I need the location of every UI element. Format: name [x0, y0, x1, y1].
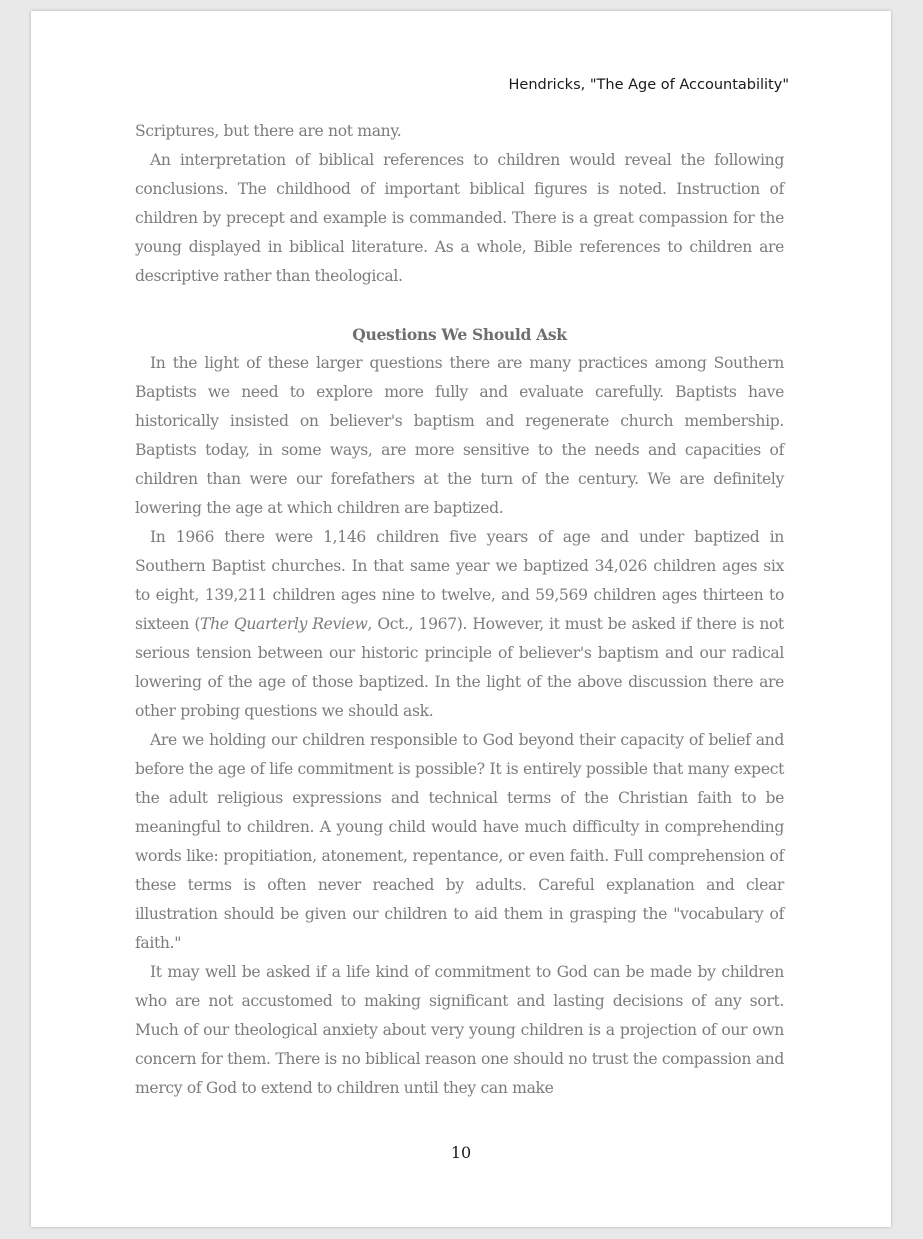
paragraph-practices: In the light of these larger questions there are many practices among Southern Baptists we need to explore more fully and evaluate carefully. Baptists have historically insisted on believer's baptism and regenerate church membership. Baptists today, in some ways, are more sensitive to the needs and capacities of children than were our forefathers at the turn of the century. We are definitely lowering the age at which children are baptized.: [135, 354, 784, 517]
paragraph-responsibility: Are we holding our children responsible to God beyond their capacity of belief and before the age of life commitment is possible? It is entirely possible that many expect the adult religious expressions and technical terms of the Christian faith to be meaningful to children. A young child would have much difficulty in comprehending words like: propitiation, atonement, repentance, or even faith. Full comprehension of these terms is often never reached by adults. Careful explanation and clear illustration should be given our children to aid them in grasping the "vocabulary of faith.": [135, 731, 784, 952]
paragraph-interpretation: An interpretation of biblical references to children would reveal the following conclusions. The childhood of important biblical figures is noted. Instruction of children by precept and example is commanded. There is a great compassion for the young displayed in biblical literature. As a whole, Bible references to children are descriptive rather than theological.: [135, 151, 784, 285]
running-header: Hendricks, "The Age of Accountability": [508, 77, 789, 93]
citation-title: The Quarterly Review: [200, 615, 368, 633]
statistics-text-start: In 1966 there were 1,146 children five years of age and under baptized in Southern Baptist churches. In that same year we baptized 34,026 children ages six to eight, 139,211 children ages nine to twelve, and 59,569 children ages thirteen to sixteen (: [135, 528, 784, 633]
body-text: [135, 117, 784, 1103]
statistics-text-end: , Oct., 1967). However, it must be asked if there is not serious tension between our historic principle of believer's baptism and our radical lowering of the age of those baptized. In the light of the above discussion there are other probing questions we should ask.: [135, 615, 784, 720]
page-number: 10: [450, 1143, 472, 1162]
paragraph-statistics: [135, 523, 784, 726]
paragraph-continuation: Scriptures, but there are not many.: [135, 122, 402, 140]
section-heading: Questions We Should Ask: [352, 325, 567, 344]
document-page: [31, 11, 891, 1227]
paragraph-commitment: It may well be asked if a life kind of commitment to God can be made by children who are not accustomed to making significant and lasting decisions of any sort. Much of our theological anxiety about very young children is a projection of our own concern for them. There is no biblical reason one should no trust the compassion and mercy of God to extend to children until they can make: [135, 963, 784, 1097]
